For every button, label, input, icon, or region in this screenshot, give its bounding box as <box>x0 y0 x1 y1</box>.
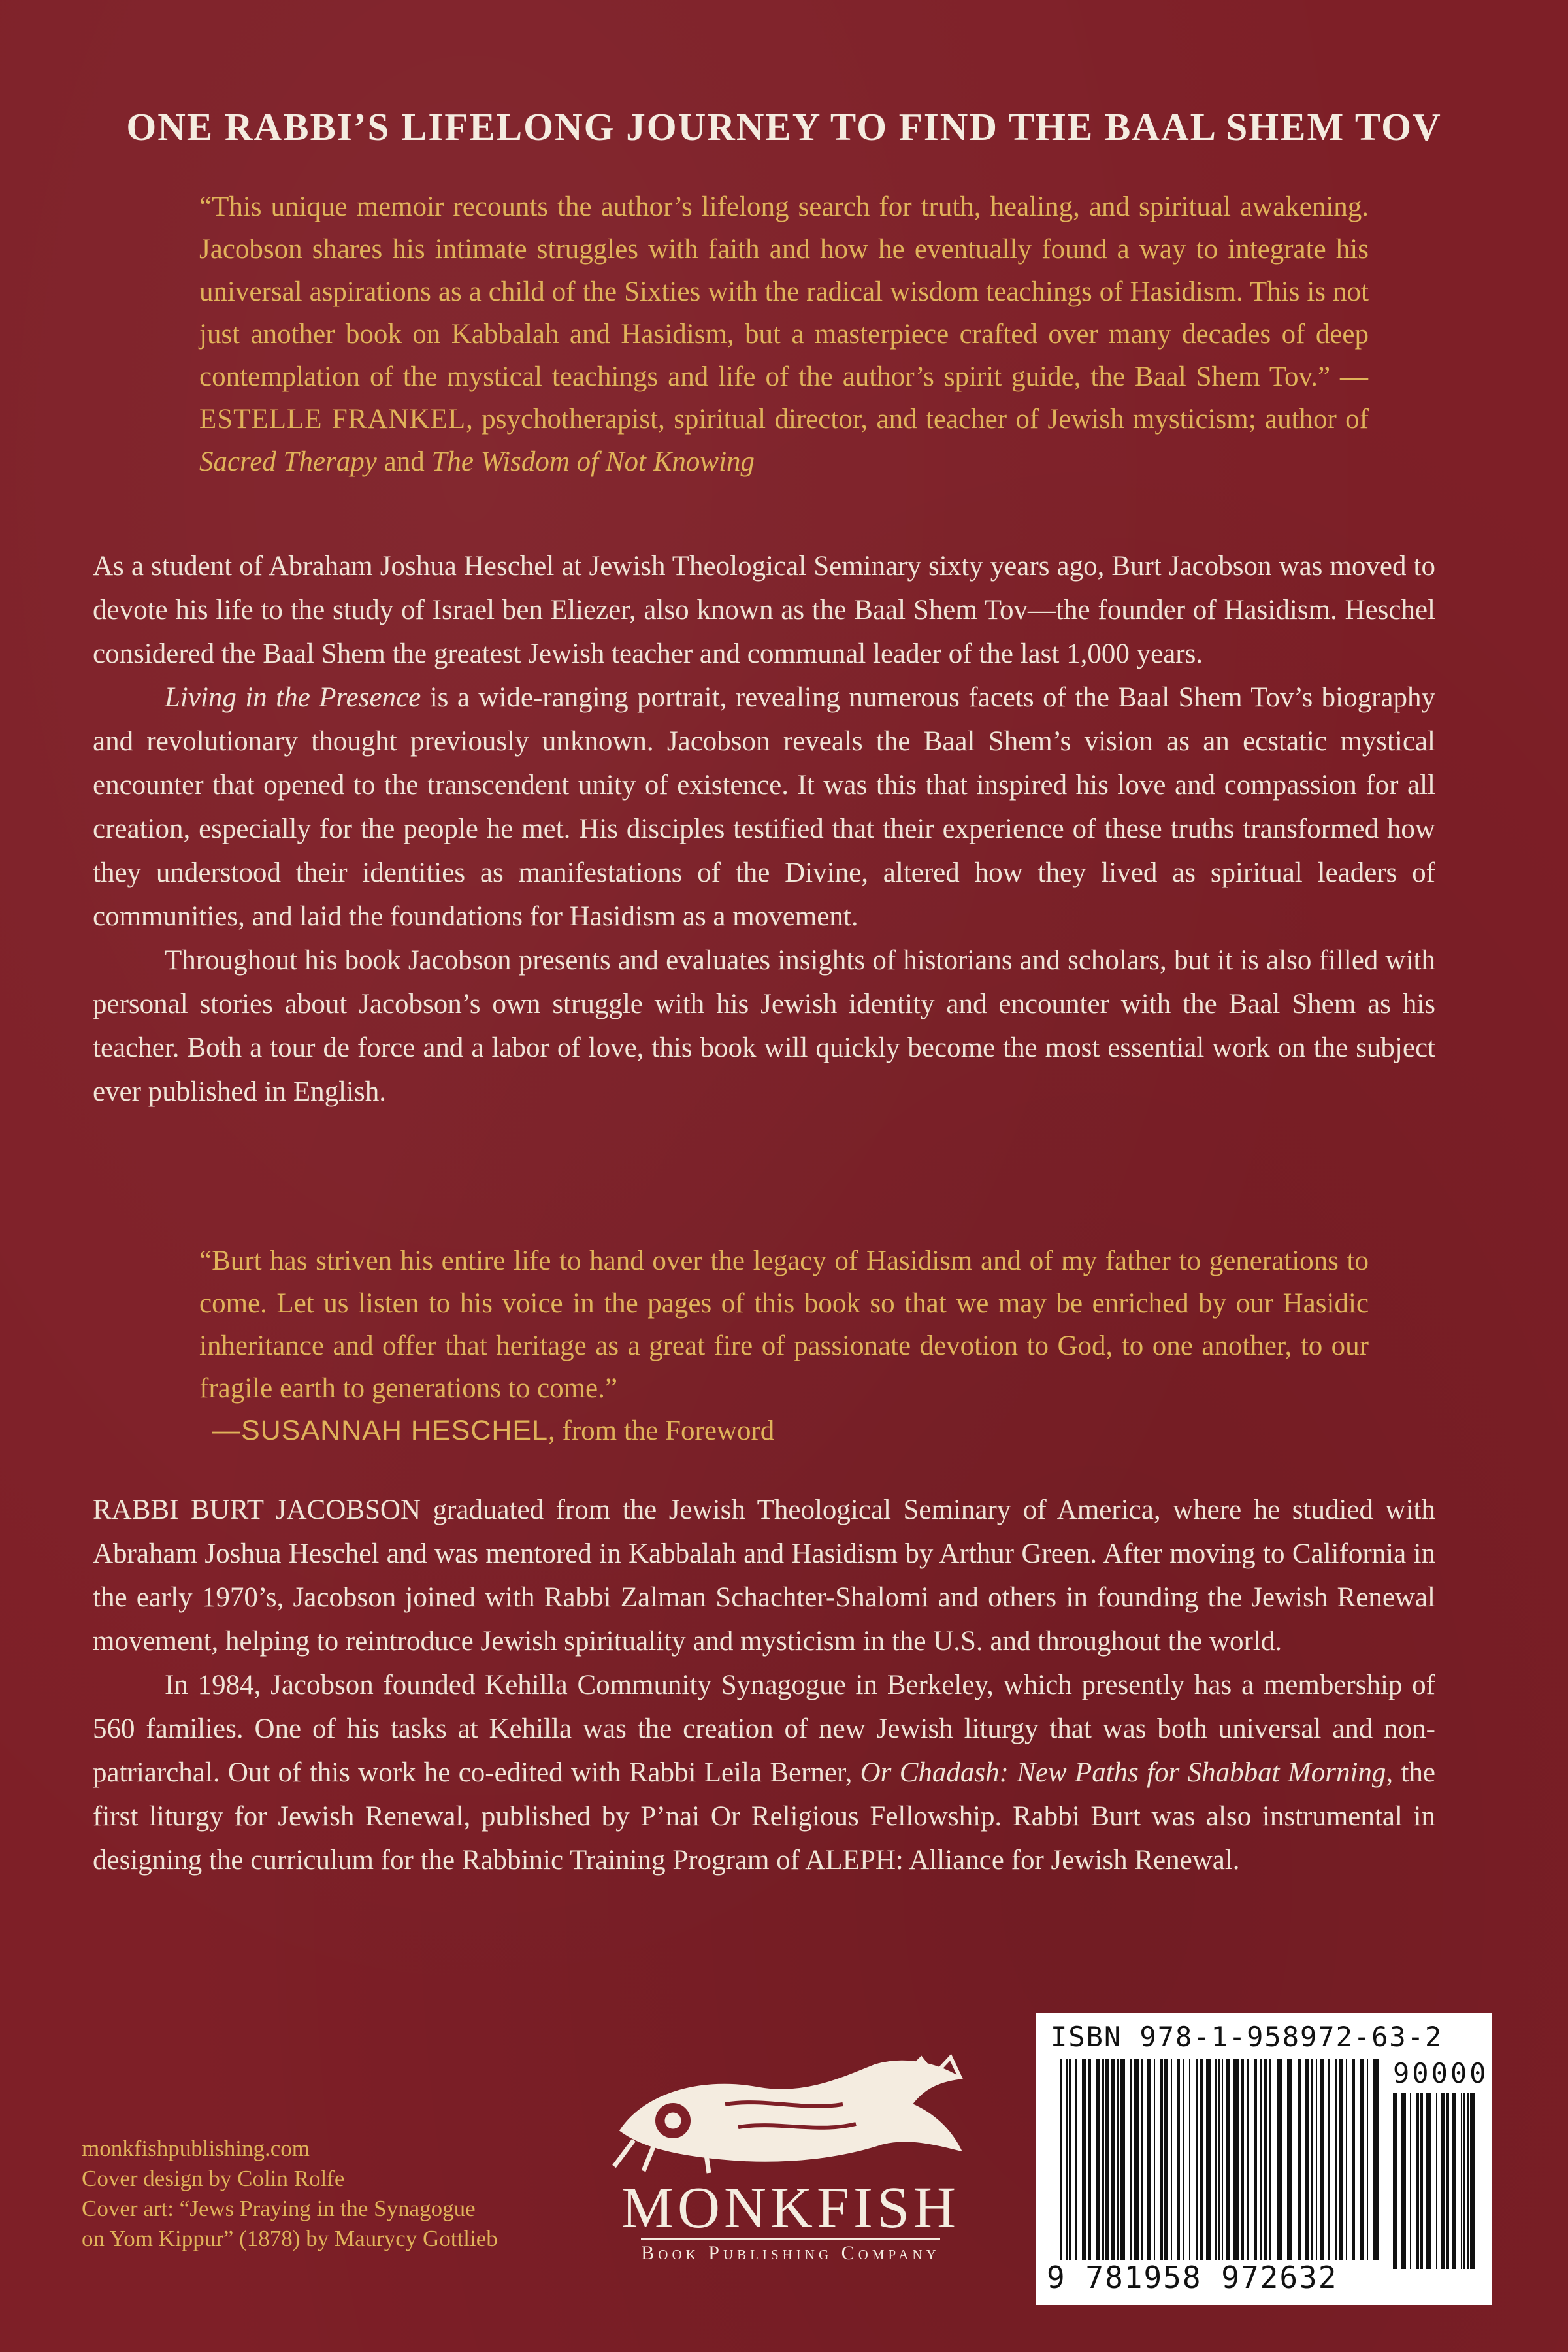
barcode-bar <box>1066 2059 1068 2274</box>
barcode-bar <box>1416 2093 1419 2269</box>
isbn-barcode <box>1036 2013 1492 2305</box>
barcode-bar <box>1233 2059 1239 2274</box>
barcode-bar <box>1260 2059 1262 2274</box>
barcode-bar <box>1060 2059 1062 2274</box>
barcode-bar <box>1269 2059 1271 2274</box>
book-description <box>93 544 1435 1114</box>
author-bio <box>93 1488 1435 1882</box>
barcode-bar <box>1311 2059 1313 2274</box>
barcode-bar <box>1461 2093 1462 2269</box>
barcode-bar <box>1164 2059 1168 2274</box>
cover-art-credit-line-1: Cover art: “Jews Praying in the Synagogue <box>82 2196 476 2221</box>
barcode-bar <box>1352 2059 1355 2274</box>
description-paragraph-3: Throughout his book Jacobson presents and evaluates insights of historians and scholars, but it is also filled with personal stories about Jacobson’s own struggle with his Jewish identity and encounter with the Baal Shem as his teacher. Both a tour de force and a labor of love, this book will quickly become the most essential work on the subject ever published in English. <box>93 945 1435 1107</box>
bio-paragraph-2-text-b: the first liturgy for Jewish Renewal, published by P’nai Or Religious Fellowship. Rabbi Burt was also instrumental in designing the curriculum for the Rabbinic Training Program of ALEPH: Alliance for Jewish Renewal. <box>93 1757 1435 1876</box>
liturgy-title: Or Chadash: New Paths for Shabbat Morning, <box>860 1757 1394 1788</box>
author-name: RABBI BURT JACOBSON <box>93 1495 421 1525</box>
barcode-bar <box>1171 2059 1172 2274</box>
barcode-bar <box>1247 2059 1249 2274</box>
barcode-bar <box>1141 2059 1143 2274</box>
barcode-bar <box>1075 2059 1077 2274</box>
publisher-subtitle: Book Publishing Company <box>641 2238 939 2264</box>
barcode-bar <box>1470 2093 1475 2269</box>
isbn-label: ISBN 978-1-958972-63-2 <box>1051 2021 1443 2053</box>
barcode-bar <box>1177 2059 1180 2274</box>
barcode-bar <box>1335 2059 1337 2274</box>
publisher-logo <box>568 2052 1013 2300</box>
barcode-bar <box>1305 2059 1309 2274</box>
barcode-bar <box>1160 2059 1163 2274</box>
barcode-bar <box>1346 2059 1347 2274</box>
book-title-wisdom: The Wisdom of Not Knowing <box>431 446 755 477</box>
barcode-bar <box>1222 2059 1223 2274</box>
barcode-bar <box>1420 2093 1423 2269</box>
cover-design-credit: Cover design by Colin Rolfe <box>82 2166 345 2191</box>
barcode-bar <box>1446 2093 1449 2269</box>
barcode-bar <box>1111 2059 1115 2274</box>
price-barcode-bars <box>1393 2093 1478 2269</box>
publisher-name: MONKFISH <box>621 2176 960 2240</box>
barcode-bar <box>1117 2059 1119 2274</box>
barcode-bar <box>1120 2059 1125 2274</box>
description-paragraph-1: As a student of Abraham Joshua Heschel at Jewish Theological Seminary sixty years ago, Burt Jacobson was moved to devote his life to the study of Israel ben Eliezer, also known as the Baal Shem Tov—the founder of Hasidism. Heschel considered the Baal Shem the greatest Jewish teacher and communal leader of the last 1,000 years. <box>93 551 1435 669</box>
barcode-bar <box>1215 2059 1217 2274</box>
quote-text: “Burt has striven his entire life to hand over the legacy of Hasidism and of my father to generations to come. Let us listen to his voice in the pages of this book so that we may be enriched by our Hasidic inheritance and offer that heritage as a great fire of passionate devotion to God, to one another, to our fragile earth to generations to come.” <box>199 1246 1369 1404</box>
barcode-bar <box>1183 2059 1184 2274</box>
bio-paragraph-1-text: graduated from the Jewish Theological Seminary of America, where he studied with Abraham Joshua Heschel and was mentored in Kabbalah and Hasidism by Arthur Green. After moving to California in the early 1970’s, Jacobson joined with Rabbi Zalman Schachter-Shalomi and others in founding the Jewish Renewal movement, helping to reintroduce Jewish spirituality and mysticism in the U.S. and throughout the world. <box>93 1495 1435 1657</box>
barcode-bar <box>1393 2093 1397 2269</box>
cover-art-credit-line-2: on Yom Kippur” (1878) by Maurycy Gottlieb <box>82 2226 498 2251</box>
barcode-bar <box>1316 2059 1317 2274</box>
barcode-bar <box>1360 2059 1364 2274</box>
headline: ONE RABBI’S LIFELONG JOURNEY TO FIND THE BAAL SHEM TOV <box>126 105 1442 148</box>
bio-paragraph-2 <box>93 1663 1435 1882</box>
barcode-bar <box>1441 2093 1445 2269</box>
barcode-bar <box>1373 2059 1379 2274</box>
barcode-bar <box>1320 2059 1324 2274</box>
quote-text: “This unique memoir recounts the author’s lifelong search for truth, healing, and spiritual awakening. Jacobson shares his intimate struggles with faith and how he eventually found a way to integrate his universal aspirations as a child of the Sixties with the radical wisdom teachings of Hasidism. This is not just another book on Kabbalah and Hasidism, but a masterpiece crafted over many decades of deep contemplation of the mystical teachings and life of the author’s spirit guide, the Baal Shem Tov.” <box>199 191 1369 392</box>
description-paragraph-2-text: is a wide-ranging portrait, revealing numerous facets of the Baal Shem Tov’s biography and revolutionary thought previously unknown. Jacobson reveals the Baal Shem’s vision as an ecstatic mystical encounter that opened to the transcendent unity of existence. It was this that inspired his love and compassion for all creation, especially for the people he met. His disciples testified that their experience of these truths transformed how they understood their identities as manifestations of the Divine, altered how they lived as spiritual leaders of communities, and laid the foundations for Hasidism as a movement. <box>93 682 1436 932</box>
barcode-bar <box>1218 2059 1220 2274</box>
attribution-rest: , from the Foreword <box>548 1416 775 1446</box>
barcode-bar <box>1102 2059 1104 2274</box>
barcode-bar <box>1130 2059 1132 2274</box>
barcode-bar <box>1328 2059 1330 2274</box>
barcode-bar <box>1096 2059 1100 2274</box>
attribution-and: and <box>376 446 432 477</box>
barcode-bar <box>1105 2059 1109 2274</box>
endorsement-quote-frankel <box>199 186 1369 483</box>
barcode-bar <box>1436 2093 1437 2269</box>
attribution-name: —ESTELLE FRANKEL <box>199 361 1369 435</box>
barcode-bar <box>1401 2093 1406 2269</box>
cover-credits <box>82 2134 578 2254</box>
barcode-bar <box>1452 2093 1456 2269</box>
bio-paragraph-1 <box>93 1488 1435 1663</box>
book-title: Living in the Presence <box>165 682 421 713</box>
barcode-bar <box>1206 2059 1211 2274</box>
ean-number: 9 781958 972632 <box>1047 2260 1386 2295</box>
barcode-bar <box>1154 2059 1155 2274</box>
barcode-bar <box>1254 2059 1257 2274</box>
ean-barcode-bars <box>1060 2059 1380 2274</box>
price-code: 90000 <box>1393 2057 1489 2089</box>
barcode-bar <box>1298 2059 1301 2274</box>
barcode-bar <box>1088 2059 1091 2274</box>
book-title-sacred-therapy: Sacred Therapy <box>199 446 377 477</box>
barcode-bar <box>1264 2059 1267 2274</box>
barcode-bar <box>1467 2093 1469 2269</box>
publisher-website[interactable]: monkfishpublishing.com <box>82 2136 310 2161</box>
barcode-bar <box>1226 2059 1230 2274</box>
quote-attribution <box>199 1410 1369 1452</box>
attribution-role: , psychotherapist, spiritual director, and teacher of Jewish mysticism; author of <box>466 404 1369 435</box>
barcode-bar <box>1287 2059 1292 2274</box>
barcode-bar <box>1241 2059 1244 2274</box>
barcode-bar <box>1189 2059 1190 2274</box>
barcode-bar <box>1367 2059 1368 2274</box>
barcode-bar <box>1134 2059 1139 2274</box>
barcode-bar <box>1196 2059 1198 2274</box>
endorsement-quote-heschel <box>199 1240 1369 1452</box>
attribution-name: —SUSANNAH HESCHEL <box>212 1415 548 1446</box>
bio-paragraph-2-text-a: In 1984, Jacobson founded Kehilla Community Synagogue in Berkeley, which presently has a membership of 560 families. One of his tasks at Kehilla was the creation of new Jewish liturgy that was both universal and non-patriarchal. Out of this work he co-edited with Rabbi Leila Berner, <box>93 1670 1435 1788</box>
description-paragraph-2 <box>93 676 1435 938</box>
barcode-bar <box>1082 2059 1086 2274</box>
barcode-bar <box>1277 2059 1282 2274</box>
barcode-bar <box>1069 2059 1071 2274</box>
barcode-bar <box>1200 2059 1203 2274</box>
barcode-bar <box>1410 2093 1411 2269</box>
barcode-bar <box>1147 2059 1151 2274</box>
monkfish-icon <box>595 2052 987 2176</box>
barcode-bar <box>1426 2093 1431 2269</box>
barcode-bar <box>1339 2059 1343 2274</box>
barcode-bar <box>1463 2093 1465 2269</box>
